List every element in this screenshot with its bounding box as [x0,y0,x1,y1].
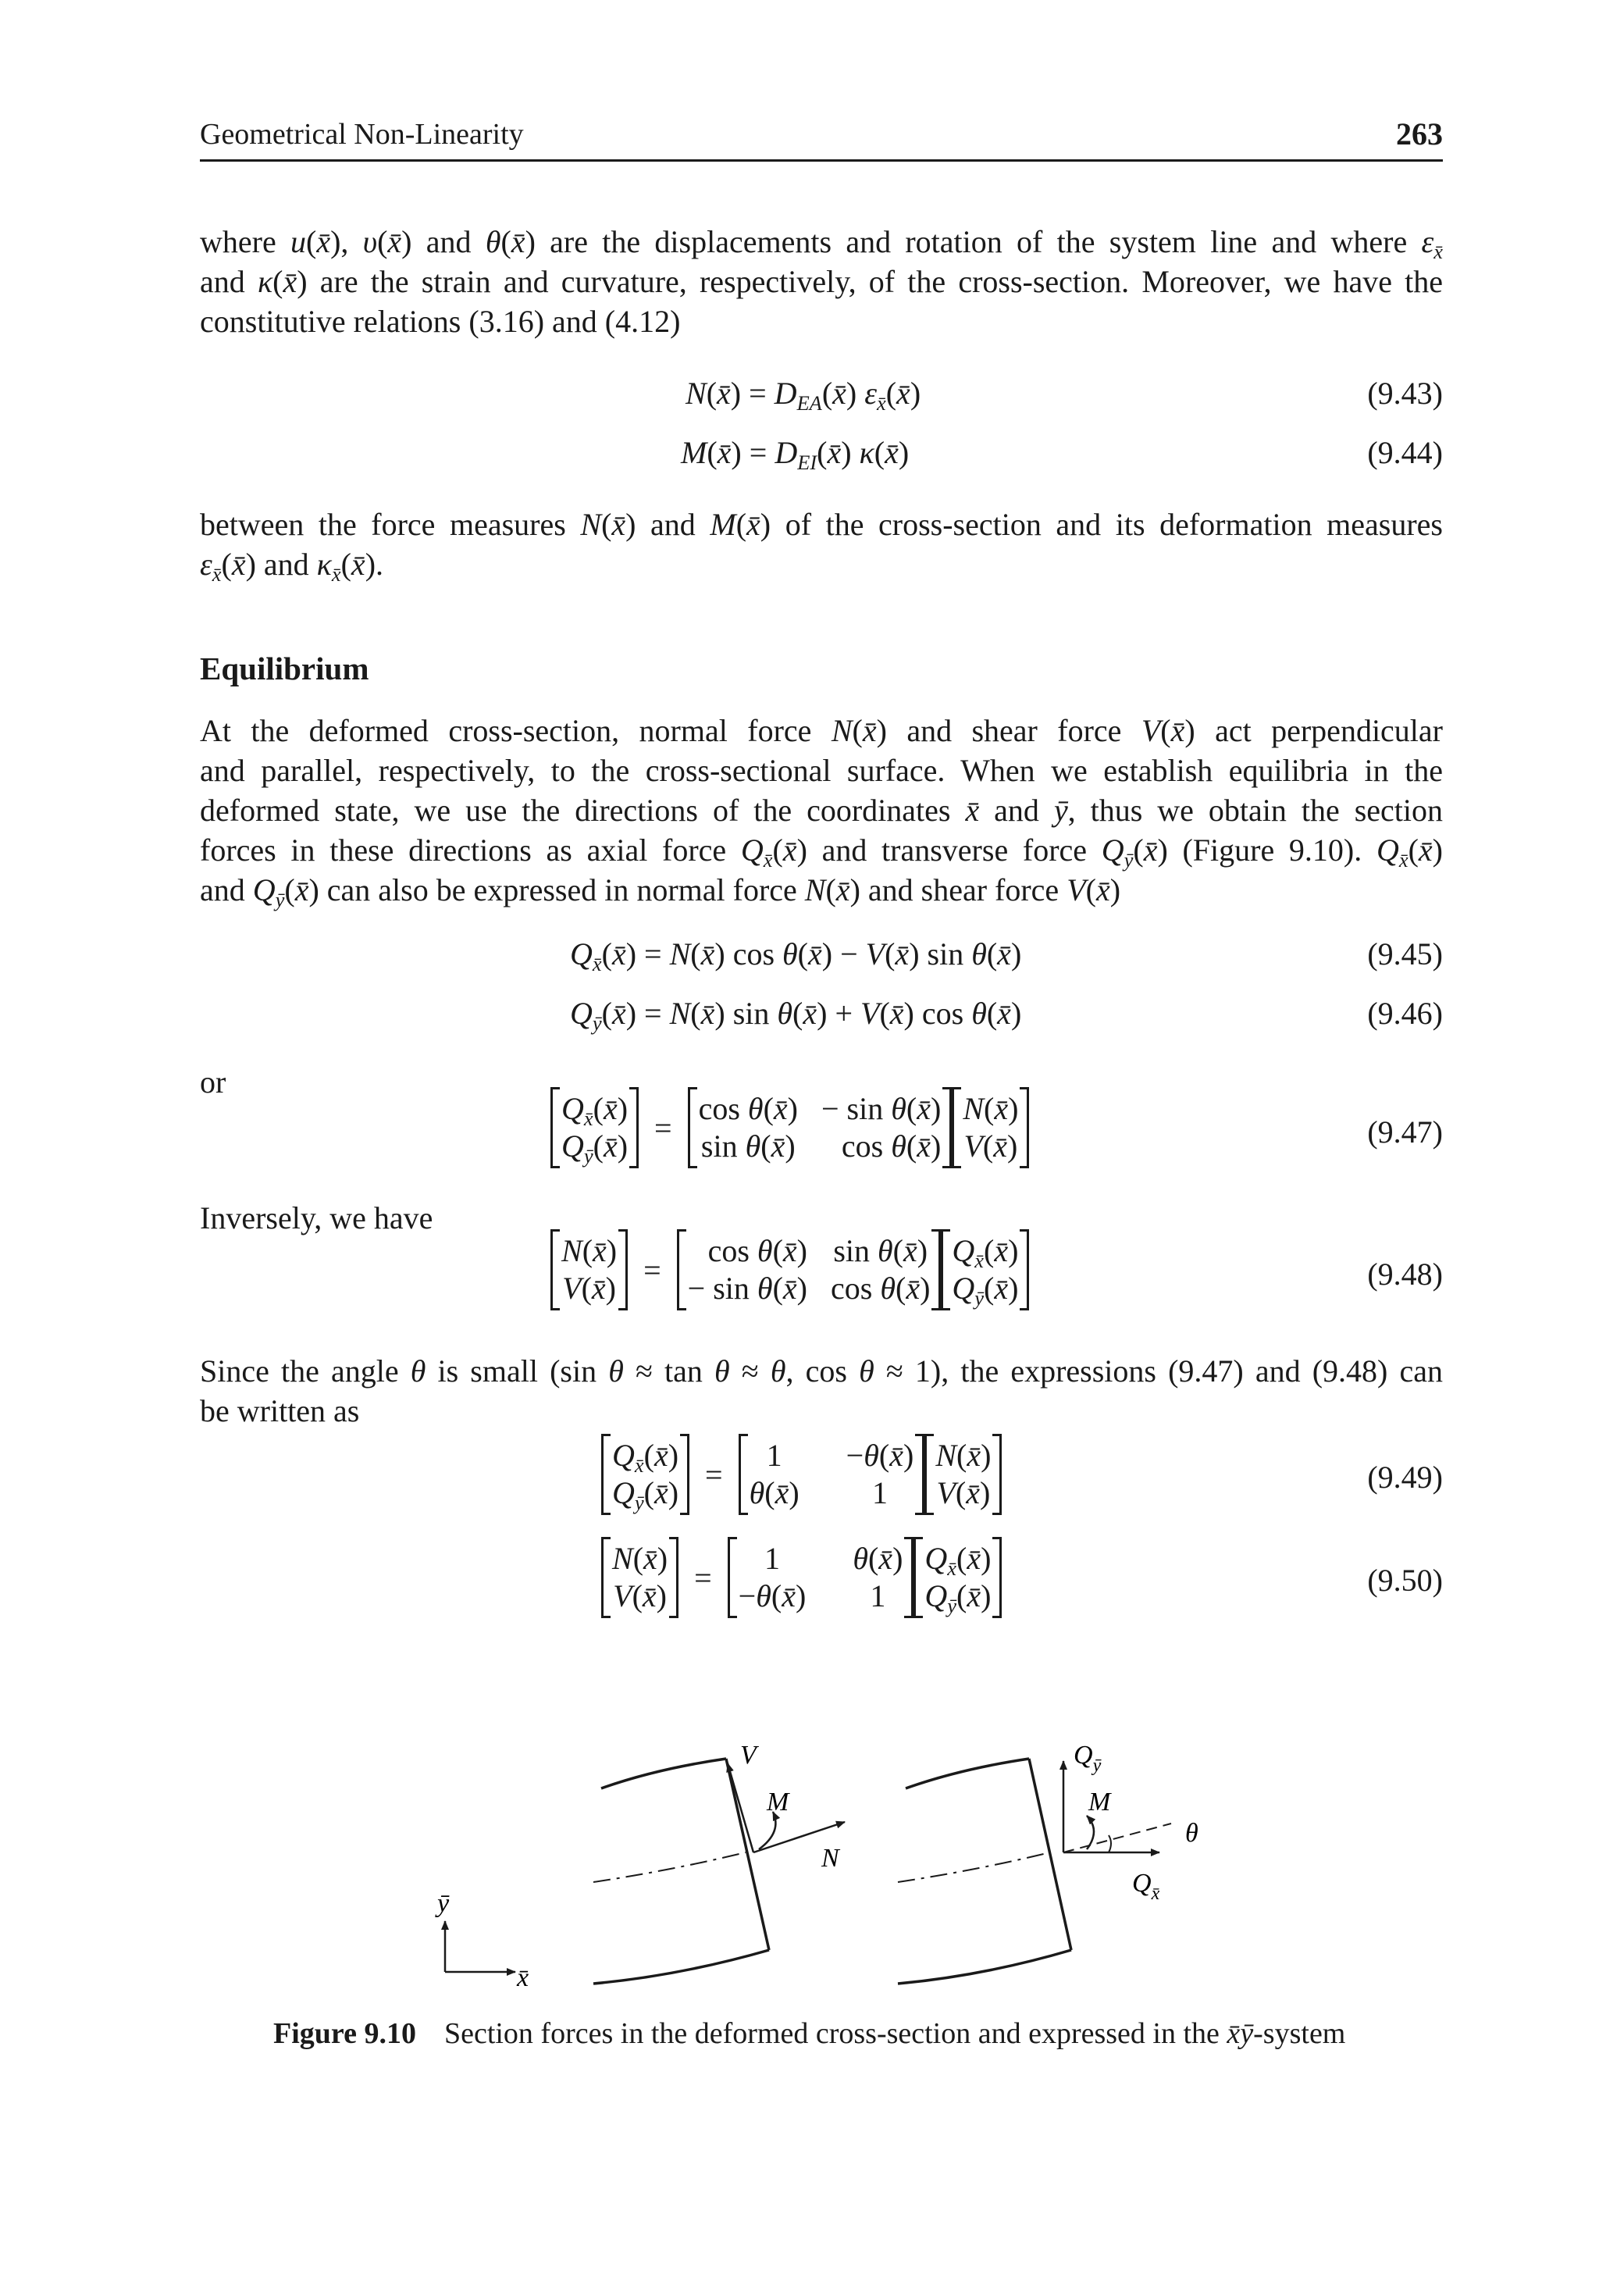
between-line-2: $\varepsilon_{x̄}(x̄)$ and $\kappa_{x̄}(x̄)$. [200,547,384,586]
between-line-1: between the force measures N(x̄) and M(x̄) of the cross-section and its deformation measures [200,507,1443,542]
equilibrium-line-4: forces in these directions as axial force $Q_{x̄}(x̄)$ and transverse force $Q_ȳ(x̄)$ (Figure 9.10). $Q_{x̄}(x̄)$ [200,832,1443,872]
left-beam-diagram [593,1741,845,1984]
equilibrium-line-3: deformed state, we use the directions of the coordinates x̄ and ȳ, thus we obtain the section [200,793,1443,828]
figure-caption: Figure 9.10 Section forces in the deformed cross-section and expressed in the x̄ȳ-system [273,2017,1346,2050]
equation-9-45: $Q_{x̄}(x̄)$ = N(x̄) cos θ(x̄) − V(x̄) sin θ(x̄) [570,936,1022,975]
equation-number-9-43: (9.43) [1367,376,1443,411]
equation-number-9-44: (9.44) [1367,435,1443,470]
coordinate-axes [435,1889,529,1992]
matrix: 1 θ(x̄) −θ(x̄) 1 [728,1537,914,1618]
matrix: N(x̄) V(x̄) [952,1087,1029,1168]
matrix: cos θ(x̄) − sin θ(x̄) sin θ(x̄) cos θ(x̄) [688,1087,953,1168]
equation-9-48: N(x̄) V(x̄) = cos θ(x̄) sin θ(x̄) − sin θ(x̄) cos θ(x̄) $Q_{x̄}(x̄)$ $Q_ȳ(x̄)$ [550,1229,1029,1310]
normal-force-label: N [821,1844,839,1873]
matrix: N(x̄) V(x̄) [924,1434,1002,1515]
equation-9-50: N(x̄) V(x̄) = 1 θ(x̄) −θ(x̄) 1 $Q_{x̄}(x̄)$ $Q_ȳ(x̄)$ [601,1537,1002,1618]
moment-label-left: M [767,1788,789,1816]
section-heading-equilibrium: Equilibrium [200,651,369,686]
equilibrium-line-5: and $Q_ȳ(x̄)$ can also be expressed in normal force N(x̄) and shear force V(x̄) [200,872,1121,911]
rotation-angle-label: θ [1185,1819,1198,1848]
matrix: 1 −θ(x̄) θ(x̄) 1 [739,1434,925,1515]
matrix: $Q_{x̄}(x̄)$ $Q_ȳ(x̄)$ [941,1229,1029,1310]
right-beam-diagram [898,1741,1198,1984]
equation-9-46: $Q_ȳ(x̄)$ = N(x̄) sin θ(x̄) + V(x̄) cos θ(x̄) [570,996,1022,1035]
page-number: 263 [1396,116,1443,152]
matrix: $Q_{x̄}(x̄)$ $Q_ȳ(x̄)$ [550,1087,639,1168]
matrix: N(x̄) V(x̄) [601,1537,678,1618]
intro-line-3: constitutive relations (3.16) and (4.12) [200,304,681,339]
running-title: Geometrical Non-Linearity [200,118,524,151]
equation-number-9-45: (9.45) [1367,936,1443,972]
equation-number-9-47: (9.47) [1367,1114,1443,1150]
equation-number-9-48: (9.48) [1367,1257,1443,1292]
shear-force-label: V [740,1741,757,1770]
y-axis-label: ȳ [437,1889,450,1918]
matrix: N(x̄) V(x̄) [550,1229,628,1310]
inversely-text: Inversely, we have [200,1200,433,1235]
matrix: cos θ(x̄) sin θ(x̄) − sin θ(x̄) cos θ(x̄) [677,1229,942,1310]
or-word: or [200,1064,226,1100]
x-axis-label: x̄ [517,1963,529,1992]
equilibrium-line-2: and parallel, respectively, to the cross-sectional surface. When we establish equilibria in the [200,753,1443,788]
equation-number-9-50: (9.50) [1367,1563,1443,1598]
matrix: $Q_{x̄}(x̄)$ $Q_ȳ(x̄)$ [601,1434,689,1515]
intro-line-2: and κ(x̄) are the strain and curvature, respectively, of the cross-section. Moreover, we have the [200,264,1443,299]
moment-label-right: M [1088,1788,1111,1816]
transverse-force-label: $Q_ȳ$ [1074,1741,1102,1776]
equation-9-47: $Q_{x̄}(x̄)$ $Q_ȳ(x̄)$ = cos θ(x̄) − sin θ(x̄) sin θ(x̄) cos θ(x̄) N(x̄) V(x̄) [550,1087,1029,1168]
matrix: $Q_{x̄}(x̄)$ $Q_ȳ(x̄)$ [913,1537,1002,1618]
since-line-2: be written as [200,1393,360,1428]
axial-force-label: $Q_{x̄}$ [1132,1869,1160,1904]
since-line-1: Since the angle θ is small (sin θ ≈ tan θ ≈ θ, cos θ ≈ 1), the expressions (9.47) and (9.48) can [200,1353,1443,1389]
equation-9-49: $Q_{x̄}(x̄)$ $Q_ȳ(x̄)$ = 1 −θ(x̄) θ(x̄) 1 N(x̄) V(x̄) [601,1434,1002,1515]
equation-number-9-46: (9.46) [1367,996,1443,1031]
equation-number-9-49: (9.49) [1367,1460,1443,1495]
equation-9-44: M(x̄) = $D_{EI}(x̄)$ κ(x̄) [681,435,910,474]
intro-line-1: where u(x̄), υ(x̄) and θ(x̄) are the displacements and rotation of the system line and where $\varepsilon_{x̄}$ [200,224,1443,263]
figure-label: Figure 9.10 [273,2017,416,2050]
equilibrium-line-1: At the deformed cross-section, normal force N(x̄) and shear force V(x̄) act perpendicular [200,713,1443,748]
equation-9-43: N(x̄) = $D_{EA}(x̄)$ $\varepsilon_{x̄}(x̄)$ [686,376,921,415]
